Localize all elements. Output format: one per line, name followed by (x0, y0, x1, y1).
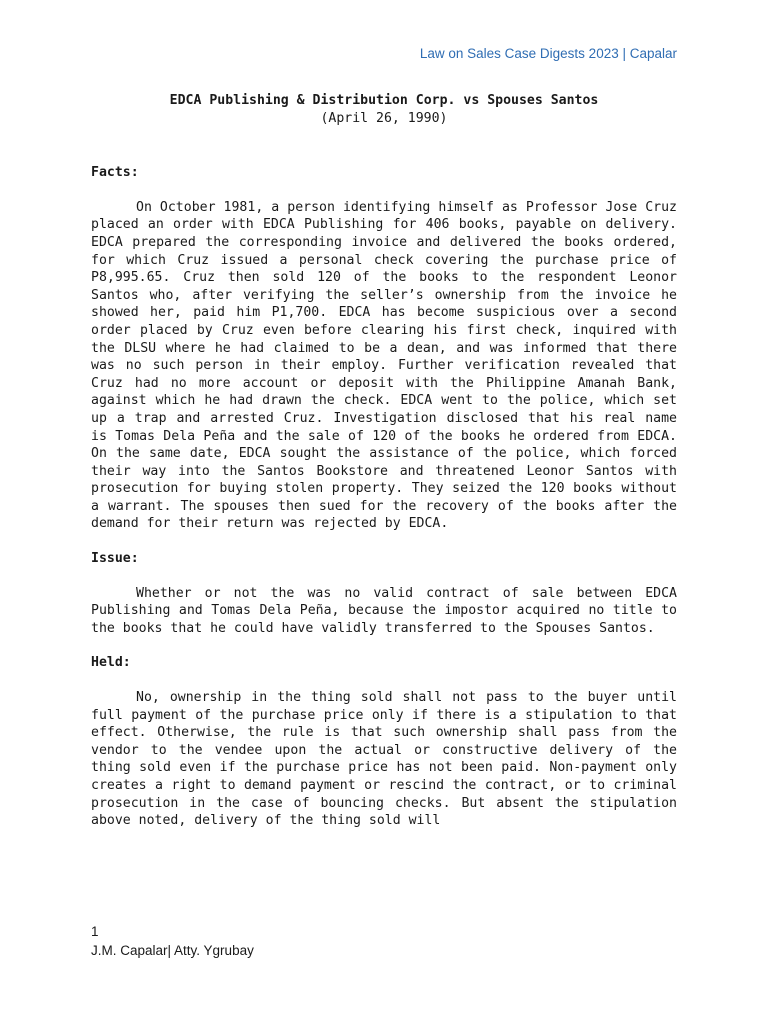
issue-heading: Issue: (91, 551, 139, 567)
document-body (91, 92, 677, 830)
held-paragraph: No, ownership in the thing sold shall not pass to the buyer until full payment of the purchase price only if there is a stipulation to that effect. Otherwise, the rule is that such ownership shall pass from the vendor to the vendee upon the actual or constructive delivery of the thing sold even if the purchase price has not been paid. Non-payment only creates a right to demand payment or rescind the contract, or to criminal prosecution in the case of bouncing checks. But absent the stipulation above noted, delivery of the thing sold will (91, 690, 677, 829)
case-date: (April 26, 1990) (320, 110, 448, 126)
page-number: 1 (91, 924, 99, 939)
facts-heading: Facts: (91, 165, 139, 181)
running-header: Law on Sales Case Digests 2023 | Capalar (419, 46, 677, 61)
facts-paragraph: On October 1981, a person identifying himself as Professor Jose Cruz placed an order with EDCA Publishing for 406 books, payable on delivery. EDCA prepared the corresponding invoice and delivered the books ordered, for which Cruz issued a personal check covering the purchase price of P8,995.65. Cruz then sold 120 of the books to the respondent Leonor Santos who, after verifying the seller’s ownership from the invoice he showed her, paid him P1,700. EDCA has become suspicious over a second order placed by Cruz even before clearing his first check, inquired with the DLSU where he had claimed to be a dean, and was informed that there was no such person in their employ. Further verification revealed that Cruz had no more account or deposit with the Philippine Amanah Bank, against which he had drawn the check. EDCA went to the police, which set up a trap and arrested Cruz. Investigation disclosed that his real name is Tomas Dela Peña and the sale of 120 of the books he ordered from EDCA. On the same date, EDCA sought the assistance of the police, which forced their way into the Santos Bookstore and threatened Leonor Santos with prosecution for buying stolen property. They seized the 120 books without a warrant. The spouses then sued for the recovery of the books after the demand for their return was rejected by EDCA. (91, 199, 677, 532)
case-title: EDCA Publishing & Distribution Corp. vs Spouses Santos (169, 93, 599, 108)
issue-paragraph: Whether or not the was no valid contract of sale between EDCA Publishing and Tomas Dela Peña, because the impostor acquired no title to the books that he could have validly transferred to the Spouses Santos. (91, 585, 677, 636)
footer-authors: J.M. Capalar| Atty. Ygrubay (91, 943, 254, 958)
held-heading: Held: (91, 655, 131, 671)
